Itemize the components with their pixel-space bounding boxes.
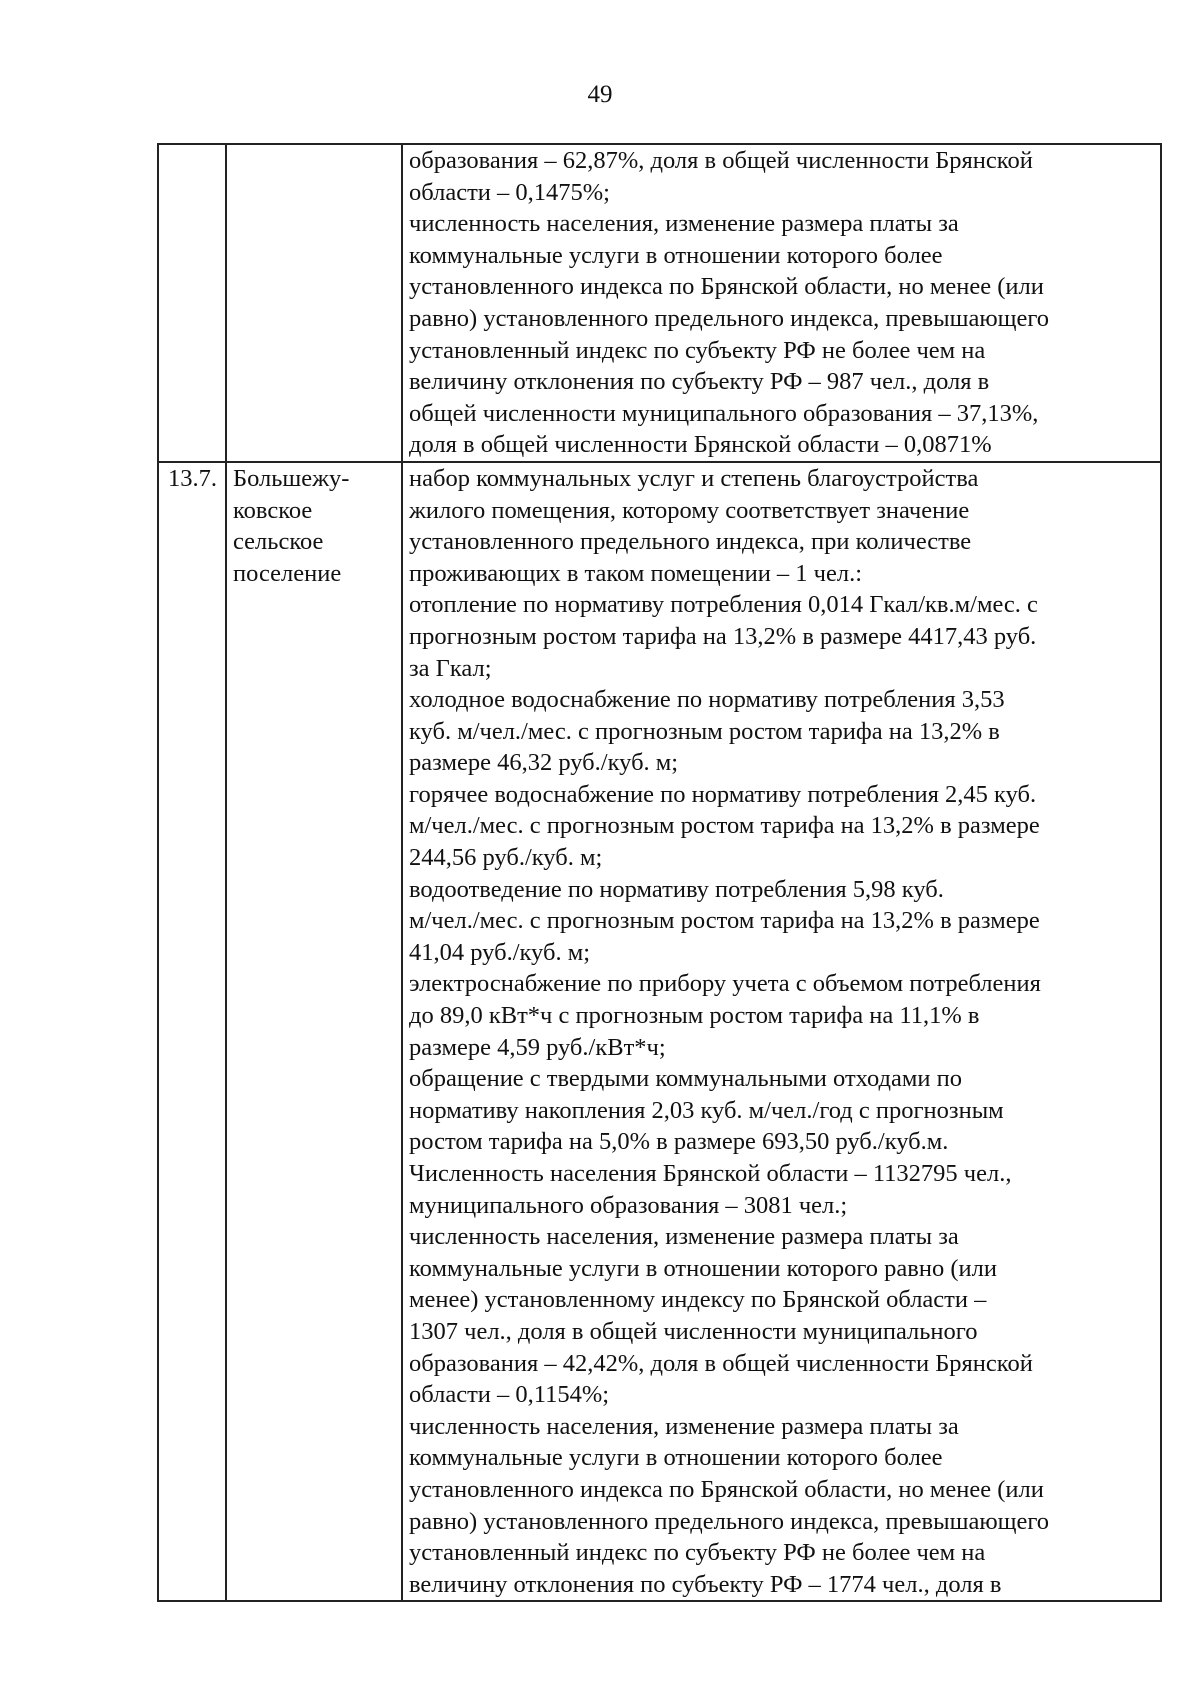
- description-line: горячее водоснабжение по нормативу потребления 2,45 куб.: [409, 780, 1037, 808]
- settlement-name-cell: [226, 462, 402, 1601]
- description-line: установленного предельного индекса, при количестве: [409, 528, 972, 556]
- description-line: установленный индекс по субъекту РФ не более чем на: [409, 1539, 986, 1567]
- description-line: образования – 42,42%, доля в общей численности Брянской: [409, 1349, 1033, 1377]
- settlement-name-line: сельское: [233, 528, 324, 556]
- row-number-cell: [158, 144, 226, 462]
- table-body: [158, 144, 1161, 1601]
- description-line: размере 46,32 руб./куб. м;: [409, 749, 679, 777]
- row-number-cell: [158, 462, 226, 1601]
- description-line: м/чел./мес. с прогнозным ростом тарифа на 13,2% в размере: [409, 907, 1040, 935]
- description-line: прогнозным ростом тарифа на 13,2% в размере 4417,43 руб.: [409, 622, 1037, 650]
- description-line: электроснабжение по прибору учета с объемом потребления: [409, 970, 1041, 998]
- description-line: куб. м/чел./мес. с прогнозным ростом тарифа на 13,2% в: [409, 717, 1000, 745]
- description-line: за Гкал;: [409, 654, 492, 682]
- document-table: [157, 143, 1162, 1602]
- description-line: установленный индекс по субъекту РФ не более чем на: [409, 336, 986, 364]
- description-line: установленного индекса по Брянской области, но менее (или: [409, 1475, 1044, 1503]
- description-line: равно) установленного предельного индекса, превышающего: [409, 1507, 1050, 1535]
- settlement-name-line: поселение: [233, 559, 342, 587]
- description-line: холодное водоснабжение по нормативу потребления 3,53: [409, 686, 1005, 714]
- description-line: численность населения, изменение размера платы за: [409, 210, 959, 238]
- table-row: [158, 144, 1161, 462]
- description-line: нормативу накопления 2,03 куб. м/чел./год с прогнозным: [409, 1096, 1004, 1124]
- page-number: 49: [587, 81, 613, 108]
- description-line: численность населения, изменение размера платы за: [409, 1223, 959, 1251]
- row-number: 13.7.: [168, 464, 217, 492]
- description-line: менее) установленному индексу по Брянской области –: [409, 1286, 987, 1314]
- description-line: коммунальные услуги в отношении которого более: [409, 241, 943, 269]
- description-line: набор коммунальных услуг и степень благоустройства: [409, 464, 979, 492]
- description-line: установленного индекса по Брянской области, но менее (или: [409, 273, 1044, 301]
- description-line: 41,04 руб./куб. м;: [409, 938, 591, 966]
- description-line: размере 4,59 руб./кВт*ч;: [409, 1033, 666, 1061]
- description-line: ростом тарифа на 5,0% в размере 693,50 руб./куб.м.: [409, 1128, 949, 1156]
- description-line: м/чел./мес. с прогнозным ростом тарифа на 13,2% в размере: [409, 812, 1040, 840]
- description-line: величину отклонения по субъекту РФ – 987 чел., доля в: [409, 368, 990, 396]
- description-line: жилого помещения, которому соответствует значение: [409, 496, 970, 524]
- description-line: коммунальные услуги в отношении которого равно (или: [409, 1254, 997, 1282]
- description-line: равно) установленного предельного индекса, превышающего: [409, 304, 1050, 332]
- description-line: Численность населения Брянской области – 1132795 чел.,: [409, 1160, 1012, 1187]
- settlement-name-line: ковское: [233, 496, 313, 524]
- description-line: водоотведение по нормативу потребления 5,98 куб.: [409, 875, 944, 903]
- description-line: доля в общей численности Брянской области – 0,0871%: [409, 431, 992, 459]
- settlement-name-line: Большежу-: [233, 464, 350, 492]
- description-line: 244,56 руб./куб. м;: [409, 844, 603, 872]
- description-line: общей численности муниципального образования – 37,13%,: [409, 399, 1039, 427]
- description-line: области – 0,1154%;: [409, 1381, 610, 1409]
- description-line: муниципального образования – 3081 чел.;: [409, 1191, 848, 1219]
- description-line: коммунальные услуги в отношении которого более: [409, 1444, 943, 1472]
- description-line: 1307 чел., доля в общей численности муниципального: [409, 1317, 978, 1345]
- description-line: области – 0,1475%;: [409, 178, 610, 206]
- description-line: численность населения, изменение размера платы за: [409, 1412, 959, 1440]
- description-cell: [402, 462, 1161, 1601]
- settlement-name-cell: [226, 144, 402, 462]
- description-line: величину отклонения по субъекту РФ – 1774 чел., доля в: [409, 1570, 1002, 1598]
- description-line: обращение с твердыми коммунальными отходами по: [409, 1065, 962, 1093]
- description-line: отопление по нормативу потребления 0,014 Гкал/кв.м/мес. с: [409, 591, 1038, 619]
- table-row: [158, 462, 1161, 1601]
- description-line: образования – 62,87%, доля в общей численности Брянской: [409, 147, 1033, 174]
- description-line: до 89,0 кВт*ч с прогнозным ростом тарифа на 11,1% в: [409, 1002, 980, 1030]
- description-line: проживающих в таком помещении – 1 чел.:: [409, 559, 863, 587]
- description-cell: [402, 144, 1161, 462]
